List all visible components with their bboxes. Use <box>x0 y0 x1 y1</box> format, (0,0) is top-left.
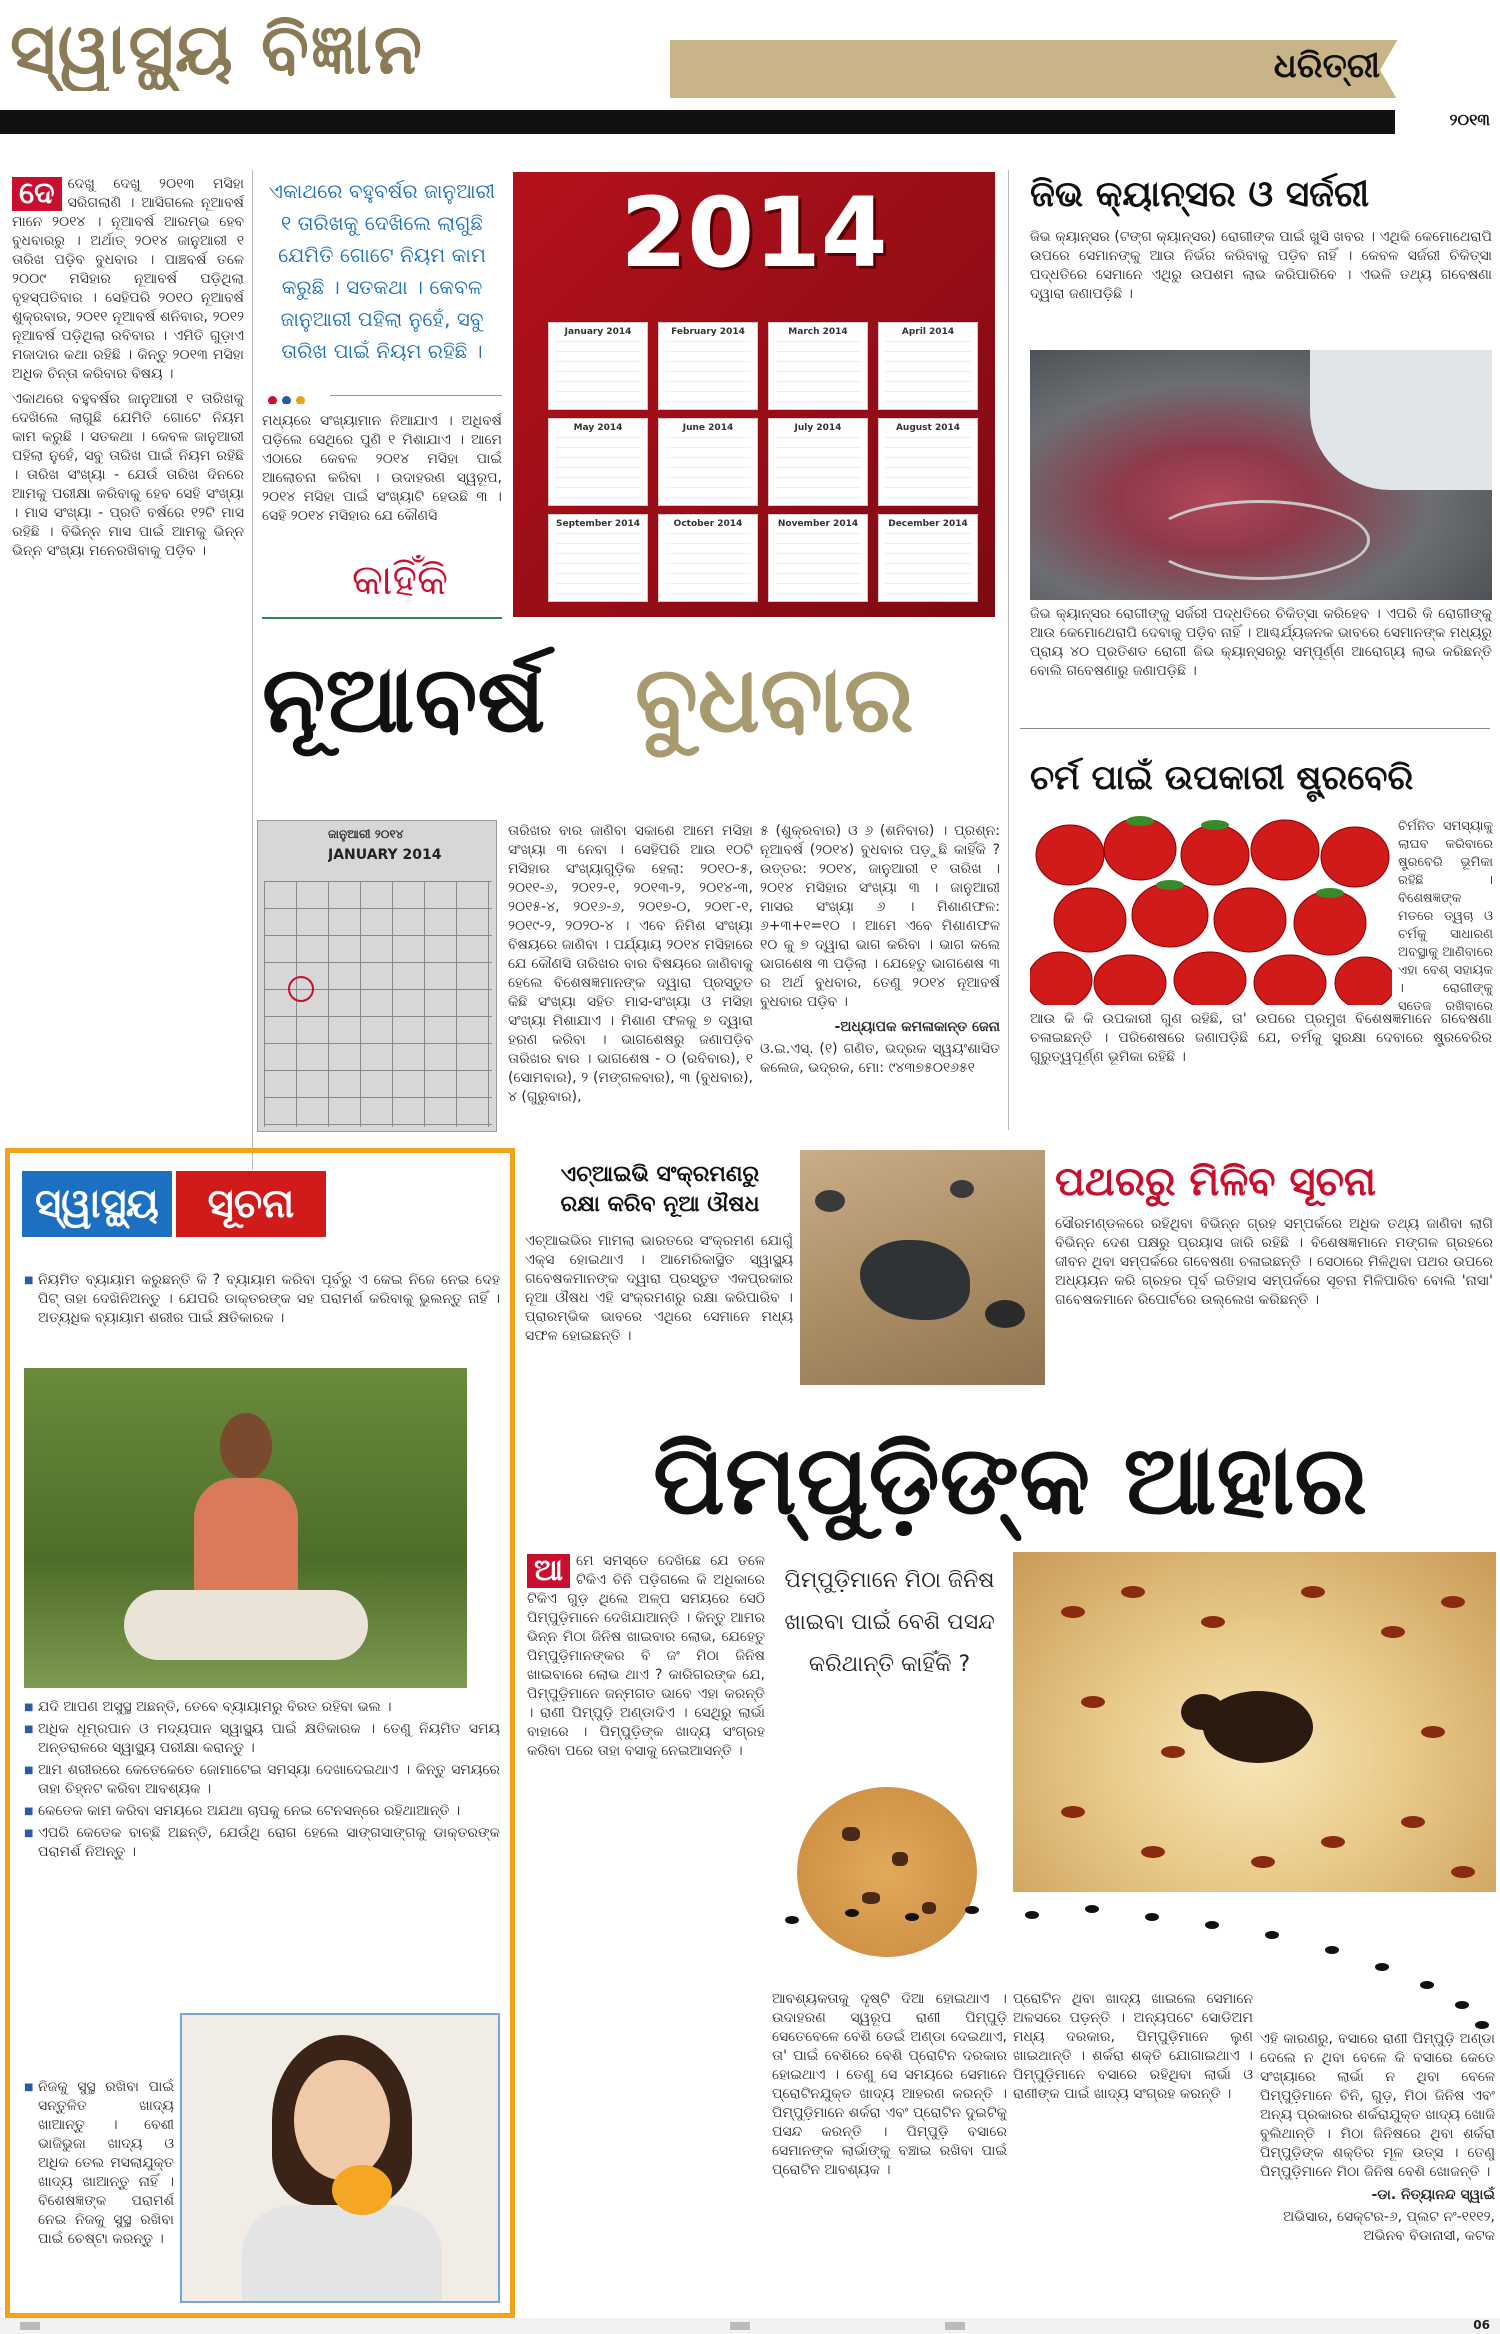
masthead-title: ସ୍ୱାସ୍ଥ୍ୟ ବିଜ୍ଞାନ <box>10 8 424 90</box>
health-tip: ■ ଅଧିକ ଧୂମ୍ରପାନ ଓ ମଦ୍ୟପାନ ସ୍ୱାସ୍ଥ୍ୟ ପାଇଁ କ୍ଷତିକାରକ । ତେଣୁ ନିୟମିତ ସମୟ ଅନ୍ତରାଳରେ ସ୍ୱାସ୍ଥ୍ୟ ପରୀକ୍ଷା କରାନ୍ତୁ । <box>24 1720 500 1758</box>
rocks-title: ପଥରରୁ ମିଳିବ ସୂଚନା <box>1055 1159 1377 1205</box>
new-year-pullquote: ଏକାଥରେ ବହୁବର୍ଷର ଜାନୁଆରୀ ୧ ତାରିଖକୁ ଦେଖିଲେ ଲାଗୁଛି ଯେମିତି ଗୋଟେ ନିୟମ କାମ କରୁଛି । ସତକଥା । କେବଳ ଜାନୁଆରୀ ପହିଲା ନୁହେଁ, ସବୁ ତାରିଖ ପାଇଁ ନିୟମ ରହିଛି । <box>268 179 496 363</box>
woman-face <box>294 2060 390 2180</box>
choc-chip <box>842 1827 860 1841</box>
new-year-headline-black: ନୂଆବର୍ଷ <box>262 646 546 753</box>
footer-mark <box>945 2322 965 2330</box>
woman-shirt <box>242 2205 442 2303</box>
calendar-month: December 2014 <box>878 514 978 602</box>
pullquote-dots <box>268 390 328 404</box>
calendar-month: May 2014 <box>548 418 648 506</box>
calendar-month: July 2014 <box>768 418 868 506</box>
cancer-body: ଜିଭ କ୍ୟାନ୍ସର ରୋଗୀଙ୍କୁ ସର୍ଜରୀ ପଦ୍ଧତିରେ ଚିକିତ୍ସା କରିହେବ । ଏପରି କି ରୋଗୀଙ୍କୁ ଆଉ କେମୋଥେରାପି ଦେବାକୁ ପଡ଼ିବ ନାହିଁ । ଆଶ୍ଚର୍ଯ୍ୟଜନକ ଭାବରେ ସେମାନଙ୍କ ମଧ୍ୟରୁ ପ୍ରାୟ ୪୦ ପ୍ରତିଶତ ରୋଗୀ ଜିଭ କ୍ୟାନ୍ସରରୁ ସମ୍ପୂର୍ଣ୍ଣ ଆରୋଗ୍ୟ ଲାଭ କରିଛନ୍ତି ବୋଲି ଗବେଷଣାରୁ ଜଣାପଡ଼ିଛି । <box>1030 606 1492 679</box>
health-tip: ■ ଏପରି କେତେକ ବାଚ୍ଛି ଅଛନ୍ତି, ଯେଉଁଥି ରୋଗ ହେଲେ ସାଙ୍ଗସାଙ୍ଗକୁ ଡାକ୍ତରଙ୍କ ପରାମର୍ଶ ନିଅନ୍ତୁ । <box>24 1824 500 1862</box>
masthead-rule <box>0 110 1395 134</box>
yoga-photo <box>24 1368 467 1688</box>
choc-chip <box>892 1852 908 1866</box>
ants-address: ଅଭିସାର, ସେକ୍ଟର-୬, ପ୍ଲଟ ନଂ-୧୧୧୨, ଅଭିନବ ବିଡାନାସୀ, କଟକ <box>1283 2209 1495 2244</box>
ants-illustration <box>1013 1552 1496 1892</box>
rocks-body: ସୌରମଣ୍ଡଳରେ ରହିଥିବା ବିଭିନ୍ନ ଗ୍ରହ ସମ୍ପର୍କରେ ଅଧିକ ତଥ୍ୟ ଜାଣିବା ଲାଗି ବିଭିନ୍ନ ଦେଶ ପକ୍ଷରୁ ପ୍ରୟାସ ଜାରି ରହିଛି । ବିଶେଷଜ୍ଞମାନେ ମଙ୍ଗଳ ଗ୍ରହରେ ଜୀବନ ଥିବା ସମ୍ପର୍କରେ ଗବେଷଣା ଚଳାଇଛନ୍ତି । ସେଠାରେ ମିଳିଥିବା ପଥର ଉପରେ ଅଧ୍ୟୟନ କରି ଗ୍ରହର ପୂର୍ବ ଇତିହାସ ସମ୍ପର୍କରେ ସୂଚନା ମିଳିପାରିବ ବୋଲି 'ନାସା' ଗବେଷକମାନେ ରିପୋର୍ଟରେ ଉଲ୍ଲେଖ କରିଛନ୍ତି । <box>1055 1216 1493 1308</box>
ants-column-3: ପ୍ରୋଟିନ ଥିବା ଖାଦ୍ୟ ଖାଇଲେ ସେମାନେ ଅଳସରେ ପଡ଼ନ୍ତି । ଅନ୍ୟପଟେ ସୋଡିଅମ ମଧ୍ୟ ଦରକାର, ପିମ୍ପୁଡ଼ିମାନେ ଲୁଣ ଖାଇଥାନ୍ତି । ଶର୍କରା ଶକ୍ତି ଯୋଗାଇଥାଏ । ପିମ୍ପୁଡ଼ିମାନେ ବସାରେ ରହିଥିବା ଲାର୍ଭା ଓ ରାଣୀଙ୍କ ପାଇଁ ଖାଦ୍ୟ ସଂଗ୍ରହ କରନ୍ତି । <box>1013 1991 1253 2102</box>
ants-column-4-text: ଏହି କାରଣରୁ, ବସାରେ ରାଣୀ ପିମ୍ପୁଡ଼ି ଅଣ୍ଡା ଦେଲେ ନ ଥିବା ବେଳେ କି ବସାରେ କେତେ ସଂଖ୍ୟାରେ ଲାର୍ଭା ନ ଥିବା ବେଳେ ପିମ୍ପୁଡ଼ିମାନେ ଚିନି, ଗୁଡ଼, ମିଠା ଜିନିଷ ଏବଂ ଅନ୍ୟ ପ୍ରକାରର ଶର୍କରାଯୁକ୍ତ ଖାଦ୍ୟ ଖୋଜି ବୁଲିଥାନ୍ତି । ମିଠା ଜିନିଷରେ ଥିବା ଶର୍କରା ପିମ୍ପୁଡ଼ିଙ୍କ ଶକ୍ତିର ମୂଳ ଉତ୍ସ । ତେଣୁ ପିମ୍ପୁଡ଼ିମାନେ ମିଠା ଜିନିଷ ବେଶି ଖୋଜନ୍ତି । <box>1260 2031 1495 2180</box>
mini-calendar-image <box>257 820 497 1132</box>
hiv-title-line1: ଏଚ୍‌ଆଇଭି ସଂକ୍ରମଣରୁ <box>560 1162 760 1187</box>
footer-bar <box>0 2318 1500 2334</box>
calendar-month: March 2014 <box>768 322 868 410</box>
column-divider <box>1008 170 1009 1130</box>
calendar-month: October 2014 <box>658 514 758 602</box>
masthead-year: ୨୦୧୩ <box>1449 110 1490 129</box>
health-tip: ■ କେତେକ କାମ କରିବା ସମୟରେ ଅଯଥା ଚାପକୁ ନେଇ ଟେନସନ୍‌ରେ ରହିଥାଆନ୍ତି । <box>24 1802 500 1821</box>
mini-calendar-subtitle: JANUARY 2014 <box>328 847 442 863</box>
new-year-dropcap: ଦେ <box>12 177 62 211</box>
calendar-month: January 2014 <box>548 322 648 410</box>
new-year-lead: ଦେଖୁ ଦେଖୁ ୨୦୧୩ ମସିହା ସରିଗଲାଣି । ଆସିଗଲେ ନୂଆବର୍ଷ ମାନେ ୨୦୧୪ । ନୂଆବର୍ଷ ଆରମ୍ଭ ହେବ ବୁଧବାରରୁ । ଅର୍ଥାତ୍ ୨୦୧୪ ଜାନୁଆରୀ ୧ ତାରିଖ ପଡ଼ିବ ବୁଧବାର । ପାଞ୍ଚବର୍ଷ ତଳେ ୨୦୦୯ ମସିହାର ନୂଆବର୍ଷ ପଡ଼ିଥିଲା ବୃହସ୍ପତିବାର । ସେହିପରି ୨୦୧୦ ନୂଆବର୍ଷ ଶୁକ୍ରବାର, ୨୦୧୧ ନୂଆବର୍ଷ ଶନିବାର, ୨୦୧୨ ନୂଆବର୍ଷ ପଡ଼ିଥିଲା ରବିବାର । ଏମିତି ଗୁଡ଼ାଏ ମଜାଦାର କଥା ରହିଛି । କିନ୍ତୁ ୨୦୧୩ ମସିହା ଅଧିକ ଚିନ୍ତା କରିବାର ବିଷୟ । <box>12 176 244 382</box>
ants-dropcap: ଆ <box>527 1554 570 1588</box>
pullquote-rule <box>330 395 502 396</box>
masthead-section-tab <box>1380 36 1490 104</box>
masthead <box>0 0 1500 148</box>
health-tips-box <box>5 1148 515 2318</box>
new-year-author-address: ଓ.ଇ.ଏସ୍. (୧) ଗଣିତ, ଭଦ୍ରକ ସ୍ୱୟଂଶାସିତ କଲେଜ, ଭଦ୍ରକ, ମୋ: ୯୪୩୭୫୦୧୬୫୧ <box>760 1041 1000 1076</box>
section-rule <box>1020 728 1490 729</box>
new-year-right-column <box>760 822 1000 1137</box>
ants-title: ପିମ୍ପୁଡ଼ିଙ୍କ ଆହାର <box>653 1424 1367 1536</box>
calendar-month: September 2014 <box>548 514 648 602</box>
yoga-body <box>194 1478 298 1598</box>
calendar-2014-image <box>513 172 995 617</box>
rock <box>950 1180 974 1198</box>
ants-lead <box>527 1552 765 2302</box>
health-tip: ■ ଆମ ଶରୀରରେ କେତେକେତେ ଜୋମାଟେଇ ସମସ୍ୟା ଦେଖାଦେଇଥାଏ । କିନ୍ତୁ ସମୟରେ ତାହା ଚିହ୍ନଟ କରିବା ଆବଶ୍ୟକ । <box>24 1761 500 1799</box>
new-year-middle-column: ତାରିଖର ବାର ଜାଣିବା ସକାଶେ ଆମେ ମସିହା ସଂଖ୍ୟା ୩ ନେବା । ସେହିପରି ଆଉ ୧୦ଟି ମସିହାର ସଂଖ୍ୟାଗୁଡ଼ିକ ହେଲା: ୨୦୧୦-୫, ୨୦୧୧-୬, ୨୦୧୨-୧, ୨୦୧୩-୨, ୨୦୧୪-୩, ୨୦୧୫-୪, ୨୦୧୬-୬, ୨୦୧୭-୦, ୨୦୧୮-୧, ୨୦୧୯-୨, ୨୦୨୦-୪ । ଏବେ ନିମିଶ ସଂଖ୍ୟା ବିଷୟରେ ଜାଣିବା । ପର୍ଯ୍ୟାୟ ୨୦୧୪ ମସିହାରେ ଯେ କୌଣସି ତାରିଖର ବାର ବିଷୟରେ ଜାଣିବାକୁ ହେଲେ ବିଶେଷଜ୍ଞମାନଙ୍କ ଦ୍ୱାରା ପ୍ରସ୍ତୁତ କିଛି ସଂଖ୍ୟା ସହିତ ମାସ-ସଂଖ୍ୟା ଓ ମସିହା ସଂଖ୍ୟା ମିଶାଯାଏ । ମିଶାଣ ଫଳକୁ ୭ ଦ୍ୱାରା ହରଣ କରିବା । ଭାଗଶେଷରୁ ଜଣାପଡ଼ିବ ତାରିଖର ବାର । ଭାଗଶେଷ - ୦ (ରବିବାର), ୧ (ସୋମବାର), ୨ (ମଙ୍ଗଳବାର), ୩ (ବୁଧବାର), ୪ (ଗୁରୁବାର), <box>508 823 753 1105</box>
orange-slice <box>332 2165 392 2215</box>
strawberry-illustration <box>1030 815 1392 1005</box>
page-number: 06 <box>1473 2318 1490 2332</box>
calendar-month: June 2014 <box>658 418 758 506</box>
calendar-month: August 2014 <box>878 418 978 506</box>
new-year-body: ଏକାଥରେ ବହୁବର୍ଷର ଜାନୁଆରୀ ୧ ତାରିଖକୁ ଦେଖିଲେ ଲାଗୁଛି ଯେମିତି ଗୋଟେ ନିୟମ କାମ କରୁଛି । ସତକଥା । କେବଳ ଜାନୁଆରୀ ପହିଲା ନୁହେଁ, ସବୁ ତାରିଖ ପାଇଁ ନିୟମ ରହିଛି । ତାରିଖ ସଂଖ୍ୟା - ଯେଉଁ ତାରିଖ ଦିନରେ ଆମକୁ ପରୀକ୍ଷା କରିବାକୁ ହେବ ସେହି ସଂଖ୍ୟା । ମାସ ସଂଖ୍ୟା - ପ୍ରତି ବର୍ଷରେ ୧୨ଟି ମାସ ରହିଛି । ବିଭିନ୍ନ ମାସ ପାଇଁ ଆମକୁ ଭିନ୍ନ ଭିନ୍ନ ସଂଖ୍ୟା ମନେରଖିବାକୁ ପଡ଼ିବ । <box>12 391 244 559</box>
kahinki-label: କାହିଁକି <box>351 555 449 604</box>
new-year-pullquote-body: ମଧ୍ୟରେ ସଂଖ୍ୟାମାନ ନିଆଯାଏ । ଅଧିବର୍ଷ ପଡ଼ିଲେ ସେଥିରେ ପୁଣି ୧ ମିଶାଯାଏ । ଆମେ ଏଠାରେ କେବଳ ୨୦୧୪ ମସିହା ପାଇଁ ଆଲୋଚନା କରିବା । ଉଦାହରଣ ସ୍ୱରୂପ, ୨୦୧୪ ମସିହା ପାଇଁ ସଂଖ୍ୟାଟି ହେଉଛି ୩ । ସେହି ୨୦୧୪ ମସିହାର ଯେ କୌଣସି <box>262 413 502 524</box>
ants-author: -ଡା. ନିତ୍ୟାନନ୍ଦ ସ୍ୱାଇଁ <box>1371 2187 1495 2203</box>
mini-calendar-circle <box>288 976 314 1002</box>
ants-lead-text: ମେ ସମସ୍ତେ ଦେଖିଛେ ଯେ ତଳେ ଟିକିଏ ଚିନି ପଡ଼ିଗଲେ କି ଅଧିକାରେ ଟିକିଏ ଗୁଡ଼ ଥିଲେ ଅଳ୍ପ ସମୟରେ ସେଠି ପିମ୍ପୁଡ଼ିମାନେ ଦେଖିଯାଆନ୍ତି । କିନ୍ତୁ ଆମର ଭିନ୍ନ ମିଠା ଜିନିଷ ଖାଇବାର ଲୋଭ, ଯେହେତୁ ପିମ୍ପୁଡ଼ିମାନଙ୍କର ବି ଜଂ ମିଠା ଜିନିଷ ଖାଇବାରେ ଲୋଭ ଥାଏ ? କାରିଗରଙ୍କ ଯେ, ପିମ୍ପୁଡ଼ିମାନେ ଜନ୍ମଗତ ଭାବେ ଏହା କରନ୍ତି । ରାଣୀ ପିମ୍ପୁଡ଼ି ଅଣ୍ଡାଦିଏ । ସେଥିରୁ ଲାର୍ଭା ବାହାରେ । ପିମ୍ପୁଡ଼ିଙ୍କ ଖାଦ୍ୟ ସଂଗ୍ରହ କରିବା ପରେ ତାହା ବସାକୁ ନେଇଆସନ୍ତି । <box>527 1553 765 1759</box>
yoga-legs <box>124 1590 368 1660</box>
health-tips-last <box>24 2078 174 2303</box>
health-tips-title-red: ସୂଚନା <box>176 1171 326 1237</box>
column-divider <box>252 170 253 1170</box>
ants-column-2: ଆବଶ୍ୟକତାକୁ ଦୃଷ୍ଟି ଦିଆ ହୋଇଥାଏ । ଉଦାହରଣ ସ୍ୱରୂପ ରାଣୀ ପିମ୍ପୁଡ଼ି ସେତେବେଳେ ବେଶି ଡେଇଁ ଅଣ୍ଡା ଦେଇଥାଏ, ତା' ପାଇଁ ବେଶିରେ ବେଶି ପ୍ରୋଟିନ ଦରକାର ହୋଇଥାଏ । ତେଣୁ ସେ ସମୟରେ ସେମାନେ ପ୍ରୋଟିନଯୁକ୍ତ ଖାଦ୍ୟ ଆହରଣ କରନ୍ତି । ପିମ୍ପୁଡ଼ିମାନେ ଶର୍କରା ଏବଂ ପ୍ରୋଟିନ ଦୁଇଟିକୁ ପସନ୍ଦ କରନ୍ତି । ପିମ୍ପୁଡ଼ି ବସାରେ ସେମାନଙ୍କ ଲାର୍ଭାଙ୍କୁ ବଞ୍ଚାଇ ରଖିବା ପାଇଁ ପ୍ରୋଟିନ ଆବଶ୍ୟକ । <box>772 1991 1007 2178</box>
hiv-body: ଏଚ୍‌ଆଇଭିର ମାମଲା ଭାରତରେ ସଂକ୍ରମଣ ଯୋଗୁଁ ଏକ୍ସ ହୋଇଥାଏ । ଆମେରିକାସ୍ଥିତ ସ୍ୱାସ୍ଥ୍ୟ ଗବେଷକମାନଙ୍କ ଦ୍ୱାରା ପ୍ରସ୍ତୁତ ଏକପ୍ରକାର ନୂଆ ଔଷଧ ଏହି ସଂକ୍ରମଣରୁ ରକ୍ଷା କରିପାରିବ । ପ୍ରାରମ୍ଭିକ ଭାବରେ ଏଥିରେ ସେମାନେ ମଧ୍ୟ ସଫଳ ହୋଇଛନ୍ତି । <box>525 1233 793 1344</box>
new-year-author: -ଅଧ୍ୟାପକ କମଳାକାନ୍ତ ଜେନା <box>834 1019 1000 1035</box>
cancer-lead: ଜିଭ କ୍ୟାନ୍ସର (ଟଙ୍ଗ କ୍ୟାନ୍ସର) ରୋଗୀଙ୍କ ପାଇଁ ଖୁସି ଖବର । ଏଥିକି କେମୋଥେରାପି ଉପରେ ସେମାନଙ୍କୁ ଆଉ ନିର୍ଭର କରିବାକୁ ପଡ଼ିବ ନାହିଁ । କେବଳ ସର୍ଜରୀ ଚିକିତ୍ସା ପଦ୍ଧତିରେ ସେମାନେ ଏଥିରୁ ଉପଶମ ଲାଭ କରିପାରିବେ । ଏଭଳି ତଥ୍ୟ ଗବେଷଣା ଦ୍ୱାରା ଜଣାପଡ଼ିଛି । <box>1030 229 1492 302</box>
strawberry-title: ଚର୍ମ ପାଇଁ ଉପକାରୀ ଷ୍ଟ୍ରବେରି <box>1030 758 1414 798</box>
new-year-left-column <box>12 175 244 1175</box>
health-tips-title-blue: ସ୍ୱାସ୍ଥ୍ୟ <box>22 1171 172 1237</box>
rock <box>860 1240 970 1320</box>
health-tip: ■ ନିୟମିତ ବ୍ୟାୟାମ କରୁଛନ୍ତି କି ? ବ୍ୟାୟାମ କରିବା ପୂର୍ବରୁ ଏ କେଇ ନିଜେ ନେଇ ଦେହ ପିଟ୍ ତାହା ଦେଖିନିଅନ୍ତୁ । ଯେପରି ଡାକ୍ତରଙ୍କ ସହ ପରାମର୍ଶ କରିବାକୁ ଭୁଲନ୍ତୁ ନାହିଁ । ଅତ୍ୟଧିକ ବ୍ୟାୟାମ ଶରୀର ପାଇଁ କ୍ଷତିକାରକ । <box>24 1271 500 1328</box>
calendar-year-text: 2014 <box>620 177 888 289</box>
rock <box>985 1300 1025 1328</box>
new-year-headline-gold: ବୁଧବାର <box>635 646 914 753</box>
surgery-photo <box>1030 350 1492 600</box>
hiv-title-line2: ରକ୍ଷା କରିବ ନୂଆ ଔଷଧ <box>560 1192 760 1217</box>
calendar-month: November 2014 <box>768 514 868 602</box>
ants-pullquote: ପିମ୍ପୁଡ଼ିମାନେ ମିଠା ଜିନିଷ ଖାଇବା ପାଇଁ ବେଶି ପସନ୍ଦ କରିଥାନ୍ତି କାହିଁକି ? <box>784 1568 995 1677</box>
kahinki-rule <box>262 617 502 619</box>
ants-column-4 <box>1260 2030 1495 2305</box>
strawberry-body <box>1398 818 1493 1013</box>
footer-mark <box>730 2322 750 2330</box>
yoga-head <box>220 1413 272 1479</box>
masthead-section-label: ଧରିତ୍ରୀ <box>1273 46 1380 86</box>
mars-rocks-photo <box>800 1150 1045 1385</box>
health-tip: ■ ନିଜକୁ ସୁସ୍ଥ ରଖିବା ପାଇଁ ସନ୍ତୁଳିତ ଖାଦ୍ୟ ଖାଆନ୍ତୁ । ବେଶୀ ଭାଜିଭୁଜା ଖାଦ୍ୟ ଓ ଅଧିକ ତେଲ ମସଲାଯୁକ୍ତ ଖାଦ୍ୟ ଖାଆନ୍ତୁ ନାହିଁ । ବିଶେଷଜ୍ଞଙ୍କ ପରାମର୍ଶ ନେଇ ନିଜକୁ ସୁସ୍ଥ ରଖିବା ପାଇଁ ଚେଷ୍ଟା କରନ୍ତୁ । <box>24 2078 174 2249</box>
woman-eating-photo <box>180 2013 500 2303</box>
mini-calendar-grid <box>264 881 492 1127</box>
mini-calendar-title: ଜାନୁଆରୀ ୨୦୧୪ <box>328 827 404 841</box>
calendar-month: April 2014 <box>878 322 978 410</box>
cancer-title: ଜିଭ କ୍ୟାନ୍ସର ଓ ସର୍ଜରୀ <box>1030 174 1370 215</box>
surgery-tool <box>1150 500 1370 580</box>
footer-mark <box>20 2322 40 2330</box>
strawberry-body-text: ଚିର୍ମନିତ ସମସ୍ୟାକୁ ଲାଘବ କରିବାରେ ଷ୍ଟ୍ରବେରି ଭୂମିକା ରହିଛି । ବିଶେଷଜ୍ଞଙ୍କ ମତରେ ତ୍ୱଚା ଓ ଚର୍ମକୁ ସାଧାରଣ ଅବସ୍ଥାକୁ ଆଣିବାରେ ଏହା ବେଶ୍ ସହାୟକ । ରୋଗୀଙ୍କୁ ସତେଜ ରଖିବାରେ <box>1398 819 1493 1013</box>
ants-photo <box>1013 1552 1496 1892</box>
strawberry-body-2: ଆଉ କି କି ଉପକାରୀ ଗୁଣ ରହିଛି, ତା' ଉପରେ ପ୍ରମୁଖ ବିଶେଷଜ୍ଞମାନେ ଗବେଷଣା ଚଳାଇଛନ୍ତି । ପରିଶେଷରେ ଜଣାପଡ଼ିଛି ଯେ, ଚର୍ମକୁ ସୁରକ୍ଷା ଦେବାରେ ଷ୍ଟ୍ରବେରିର ଗୁରୁତ୍ୱପୂର୍ଣ୍ଣ ଭୂମିକା ରହିଛି । <box>1030 1011 1492 1065</box>
rock <box>815 1190 845 1212</box>
surgery-glove <box>1310 350 1492 490</box>
calendar-month: February 2014 <box>658 322 758 410</box>
health-tip: ■ ଯଦି ଆପଣ ଅସୁସ୍ଥ ଅଛନ୍ତି, ତେବେ ବ୍ୟାୟାମରୁ ବିରତ ରହିବା ଭଲ । <box>24 1698 500 1717</box>
strawberry-photo <box>1030 815 1392 1005</box>
new-year-answer: ୫ (ଶୁକ୍ରବାର) ଓ ୬ (ଶନିବାର) । ପ୍ରଶ୍ନ: ନୂଆବର୍ଷ (୨୦୧୪) ବୁଧବାର ପଡ଼ୁଛି କାହିଁକି ? ଉତ୍ତର: ୨୦୧୪, ଜାନୁଆରୀ ୧ ତାରିଖ । ୨୦୧୪ ମସିହାର ସଂଖ୍ୟା ୩ । ଜାନୁଆରୀ ମାସର ସଂଖ୍ୟା ୬ । ମିଶାଣଫଳ: ୬+୩+୧=୧୦ । ଆମେ ଏବେ ମିଶାଣଫଳ ୧୦ କୁ ୭ ଦ୍ୱାରା ଭାଗ କରିବା । ଭାଗ କଲେ ଭାଗଶେଷ ୩ ପଡ଼ିଲା । ଯେହେତୁ ଭାଗଶେଷ ୩ ର ଅର୍ଥ ବୁଧବାର, ତେଣୁ ୨୦୧୪ ନୂଆବର୍ଷ ବୁଧବାର ପଡ଼ିବ । <box>760 823 1000 1010</box>
